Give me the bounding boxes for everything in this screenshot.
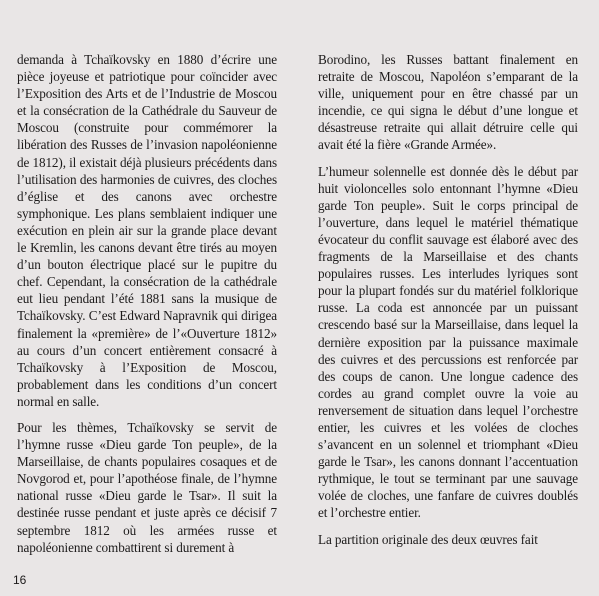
- paragraph: Borodino, les Russes battant finalement en retraite de Moscou, Napoléon s’emparant de la ville, uniquement pour en être chassé par un incendie, ce qui signa le début d’une longue et désastreuse retraite qui allait détruire celle qui avait été la fière «Grande Armée».: [318, 52, 578, 153]
- left-text-column: [17, 51, 277, 565]
- page-number: 16: [13, 573, 27, 587]
- paragraph: Pour les thèmes, Tchaïkovsky se servit de l’hymne russe «Dieu garde Ton peuple», de la Marseillaise, de chants populaires cosaques et de Novgorod et, pour l’apothéose finale, de l’hymne national russe «Dieu garde le Tsar». Il suit la destinée russe pendant et juste après ce décisif 7 septembre 1812 où les armées russe et napoléonienne combattirent si durement à: [17, 419, 277, 555]
- paragraph: La partition originale des deux œuvres fait: [318, 531, 538, 547]
- right-text-column: [318, 51, 578, 557]
- paragraph: demanda à Tchaïkovsky en 1880 d’écrire une pièce joyeuse et patriotique pour coïncider avec l’Exposition des Arts et de l’Industrie de Moscou et la consécration de la Cathédrale du Sauveur de Moscou (construite pour commémorer la libération des Russes de l’invasion napoléonienne de 1812), il existait déjà plusieurs précédents dans l’utilisation des harmonies de cuivres, des cloches d’église et des canons avec orchestre symphonique. Les plans semblaient indiquer une exécution en plein air sur la grande place devant le Kremlin, les canons devant être tirés au moyen d’un bouton électrique placé sur le pupitre du chef. Cependant, la consécration de la cathédrale eut lieu pendant l’été 1881 sans la musique de Tchaïkovsky. C’est Edward Napravnik qui dirigea finalement la «première» de l’«Ouverture 1812» au cours d’un concert entièrement consacré à Tchaïkovsky à l’Exposition de Moscou, probablement dans les conditions d’un concert normal en salle.: [17, 52, 277, 409]
- paragraph: L’humeur solennelle est donnée dès le début par huit violoncelles solo entonnant l’hymne «Dieu garde Ton peuple». Suit le corps principal de l’ouverture, dans lequel le matériel thématique évocateur du conflit sauvage est élaboré avec des fragments de la Marseillaise et des chants populaires russes. Les interludes lyriques sont pour la plupart fondés sur du matériel folklorique russe. La coda est annoncée par un puissant crescendo basé sur la Marseillaise, dans lequel la dernière exposition par la puissance maximale des cuivres et des percussions est renforcée par des coups de canon. Une longue cadence des cordes au grand complet ouvre la voie au renversement de situation dans lequel l’orchestre entier, les cuivres et les volées de cloches s’avancent en un solennel et triomphant «Dieu garde le Tsar», les canons donnant l’accentuation rythmique, le tout se terminant par une sauvage volée de cloches, une fanfare de cuivres doublés et l’orchestre entier.: [318, 163, 578, 521]
